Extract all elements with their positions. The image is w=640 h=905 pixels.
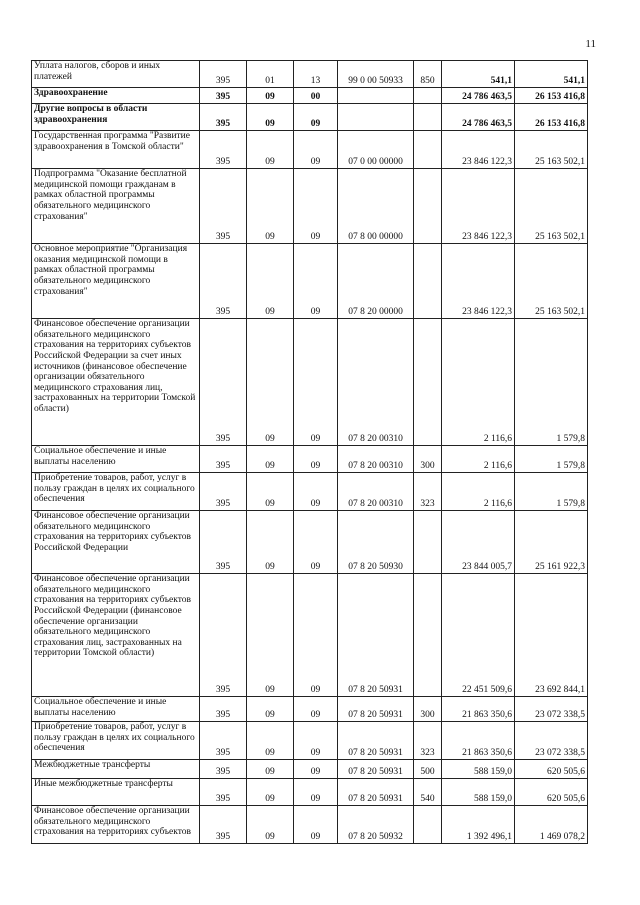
line-item-name: Межбюджетные трансферты	[32, 760, 200, 779]
line-item-name: Финансовое обеспечение организации обязательного медицинского страхования на территориях субъектов Российской Федерации за счет иных источников (финансовое обеспечение организации обязательного медицинского страхования лиц, застрахованных на территории Томской области)	[32, 319, 200, 446]
subsection-code: 00	[294, 88, 338, 104]
amount-year-2: 25 163 502,1	[515, 169, 588, 244]
expense-type-code: 850	[414, 61, 442, 88]
subsection-code: 09	[294, 722, 338, 760]
line-item-name: Основное мероприятие "Организация оказания медицинской помощи в рамках областной программы обязательного медицинского страхования"	[32, 244, 200, 319]
section-code: 09	[247, 722, 294, 760]
line-item-name: Финансовое обеспечение организации обязательного медицинского страхования на территориях субъектов Российской Федерации	[32, 511, 200, 574]
amount-year-2: 25 161 922,3	[515, 511, 588, 574]
section-code: 09	[247, 319, 294, 446]
table-row	[32, 319, 588, 446]
ministry-code: 395	[200, 169, 247, 244]
amount-year-1: 22 451 509,6	[442, 574, 515, 697]
expense-type-code	[414, 131, 442, 169]
ministry-code: 395	[200, 104, 247, 131]
amount-year-1: 21 863 350,6	[442, 722, 515, 760]
line-item-name: Иные межбюджетные трансферты	[32, 779, 200, 806]
section-code: 09	[247, 104, 294, 131]
line-item-name: Финансовое обеспечение организации обязательного медицинского страхования на территориях субъектов	[32, 806, 200, 844]
amount-year-2: 23 072 338,5	[515, 722, 588, 760]
subsection-code: 09	[294, 574, 338, 697]
amount-year-2: 26 153 416,8	[515, 88, 588, 104]
table-row	[32, 697, 588, 722]
amount-year-2: 620 505,6	[515, 760, 588, 779]
target-article-code: 07 8 20 00310	[338, 473, 414, 511]
section-code: 09	[247, 574, 294, 697]
target-article-code: 07 8 20 50931	[338, 722, 414, 760]
target-article-code: 07 8 20 50932	[338, 806, 414, 844]
section-code: 09	[247, 806, 294, 844]
amount-year-2: 23 072 338,5	[515, 697, 588, 722]
target-article-code: 07 8 00 00000	[338, 169, 414, 244]
amount-year-2: 1 579,8	[515, 473, 588, 511]
table-row	[32, 169, 588, 244]
line-item-name: Приобретение товаров, работ, услуг в пользу граждан в целях их социального обеспечения	[32, 722, 200, 760]
table-row	[32, 806, 588, 844]
ministry-code: 395	[200, 244, 247, 319]
expense-type-code: 323	[414, 473, 442, 511]
ministry-code: 395	[200, 473, 247, 511]
page-number: 11	[585, 38, 596, 50]
section-code: 09	[247, 760, 294, 779]
amount-year-2: 1 469 078,2	[515, 806, 588, 844]
budget-table	[31, 60, 588, 844]
ministry-code: 395	[200, 779, 247, 806]
target-article-code: 07 8 20 50931	[338, 760, 414, 779]
table-row	[32, 104, 588, 131]
section-code: 01	[247, 61, 294, 88]
ministry-code: 395	[200, 131, 247, 169]
target-article-code: 07 8 20 00310	[338, 319, 414, 446]
target-article-code: 07 8 20 50931	[338, 697, 414, 722]
table-row	[32, 88, 588, 104]
section-code: 09	[247, 88, 294, 104]
target-article-code: 07 0 00 00000	[338, 131, 414, 169]
amount-year-1: 2 116,6	[442, 319, 515, 446]
line-item-name: Подпрограмма "Оказание бесплатной медицинской помощи гражданам в рамках областной программы обязательного медицинского страхования"	[32, 169, 200, 244]
section-code: 09	[247, 511, 294, 574]
target-article-code	[338, 88, 414, 104]
section-code: 09	[247, 697, 294, 722]
amount-year-1: 588 159,0	[442, 760, 515, 779]
amount-year-2: 23 692 844,1	[515, 574, 588, 697]
subsection-code: 09	[294, 104, 338, 131]
ministry-code: 395	[200, 511, 247, 574]
subsection-code: 09	[294, 760, 338, 779]
target-article-code: 07 8 20 50931	[338, 574, 414, 697]
expense-type-code: 540	[414, 779, 442, 806]
subsection-code: 09	[294, 319, 338, 446]
subsection-code: 13	[294, 61, 338, 88]
ministry-code: 395	[200, 697, 247, 722]
line-item-name: Здравоохранение	[32, 88, 200, 104]
section-code: 09	[247, 131, 294, 169]
section-code: 09	[247, 473, 294, 511]
target-article-code	[338, 104, 414, 131]
amount-year-1: 1 392 496,1	[442, 806, 515, 844]
expense-type-code: 300	[414, 697, 442, 722]
amount-year-2: 1 579,8	[515, 446, 588, 473]
amount-year-1: 24 786 463,5	[442, 104, 515, 131]
expense-type-code	[414, 169, 442, 244]
expense-type-code	[414, 104, 442, 131]
expense-type-code	[414, 574, 442, 697]
amount-year-1: 23 846 122,3	[442, 131, 515, 169]
table-row	[32, 446, 588, 473]
budget-table-body	[32, 61, 588, 844]
amount-year-2: 26 153 416,8	[515, 104, 588, 131]
ministry-code: 395	[200, 446, 247, 473]
target-article-code: 07 8 20 00310	[338, 446, 414, 473]
amount-year-2: 620 505,6	[515, 779, 588, 806]
table-row	[32, 574, 588, 697]
expense-type-code	[414, 319, 442, 446]
table-row	[32, 779, 588, 806]
ministry-code: 395	[200, 61, 247, 88]
table-row	[32, 473, 588, 511]
subsection-code: 09	[294, 806, 338, 844]
amount-year-1: 23 844 005,7	[442, 511, 515, 574]
amount-year-1: 24 786 463,5	[442, 88, 515, 104]
line-item-name: Социальное обеспечение и иные выплаты населению	[32, 446, 200, 473]
expense-type-code	[414, 244, 442, 319]
ministry-code: 395	[200, 574, 247, 697]
amount-year-1: 2 116,6	[442, 446, 515, 473]
expense-type-code	[414, 88, 442, 104]
table-row	[32, 61, 588, 88]
table-row	[32, 722, 588, 760]
amount-year-2: 25 163 502,1	[515, 131, 588, 169]
line-item-name: Государственная программа "Развитие здравоохранения в Томской области"	[32, 131, 200, 169]
expense-type-code: 500	[414, 760, 442, 779]
line-item-name: Финансовое обеспечение организации обязательного медицинского страхования на территориях субъектов Российской Федерации (финансовое обеспечение организации обязательного медицинского страхования лиц, застрахованных на территории Томской области)	[32, 574, 200, 697]
line-item-name: Другие вопросы в области здравоохранения	[32, 104, 200, 131]
target-article-code: 07 8 20 00000	[338, 244, 414, 319]
subsection-code: 09	[294, 244, 338, 319]
expense-type-code: 300	[414, 446, 442, 473]
amount-year-2: 541,1	[515, 61, 588, 88]
target-article-code: 99 0 00 50933	[338, 61, 414, 88]
section-code: 09	[247, 779, 294, 806]
table-row	[32, 131, 588, 169]
expense-type-code	[414, 806, 442, 844]
amount-year-1: 2 116,6	[442, 473, 515, 511]
amount-year-1: 541,1	[442, 61, 515, 88]
table-row	[32, 511, 588, 574]
ministry-code: 395	[200, 88, 247, 104]
ministry-code: 395	[200, 806, 247, 844]
subsection-code: 09	[294, 446, 338, 473]
target-article-code: 07 8 20 50930	[338, 511, 414, 574]
expense-type-code	[414, 511, 442, 574]
amount-year-1: 23 846 122,3	[442, 244, 515, 319]
subsection-code: 09	[294, 169, 338, 244]
section-code: 09	[247, 244, 294, 319]
target-article-code: 07 8 20 50931	[338, 779, 414, 806]
subsection-code: 09	[294, 473, 338, 511]
amount-year-2: 25 163 502,1	[515, 244, 588, 319]
subsection-code: 09	[294, 131, 338, 169]
subsection-code: 09	[294, 779, 338, 806]
section-code: 09	[247, 169, 294, 244]
table-row	[32, 760, 588, 779]
subsection-code: 09	[294, 697, 338, 722]
subsection-code: 09	[294, 511, 338, 574]
table-row	[32, 244, 588, 319]
amount-year-1: 588 159,0	[442, 779, 515, 806]
line-item-name: Уплата налогов, сборов и иных платежей	[32, 61, 200, 88]
ministry-code: 395	[200, 760, 247, 779]
ministry-code: 395	[200, 722, 247, 760]
amount-year-1: 21 863 350,6	[442, 697, 515, 722]
amount-year-1: 23 846 122,3	[442, 169, 515, 244]
section-code: 09	[247, 446, 294, 473]
line-item-name: Приобретение товаров, работ, услуг в пользу граждан в целях их социального обеспечения	[32, 473, 200, 511]
line-item-name: Социальное обеспечение и иные выплаты населению	[32, 697, 200, 722]
ministry-code: 395	[200, 319, 247, 446]
amount-year-2: 1 579,8	[515, 319, 588, 446]
expense-type-code: 323	[414, 722, 442, 760]
